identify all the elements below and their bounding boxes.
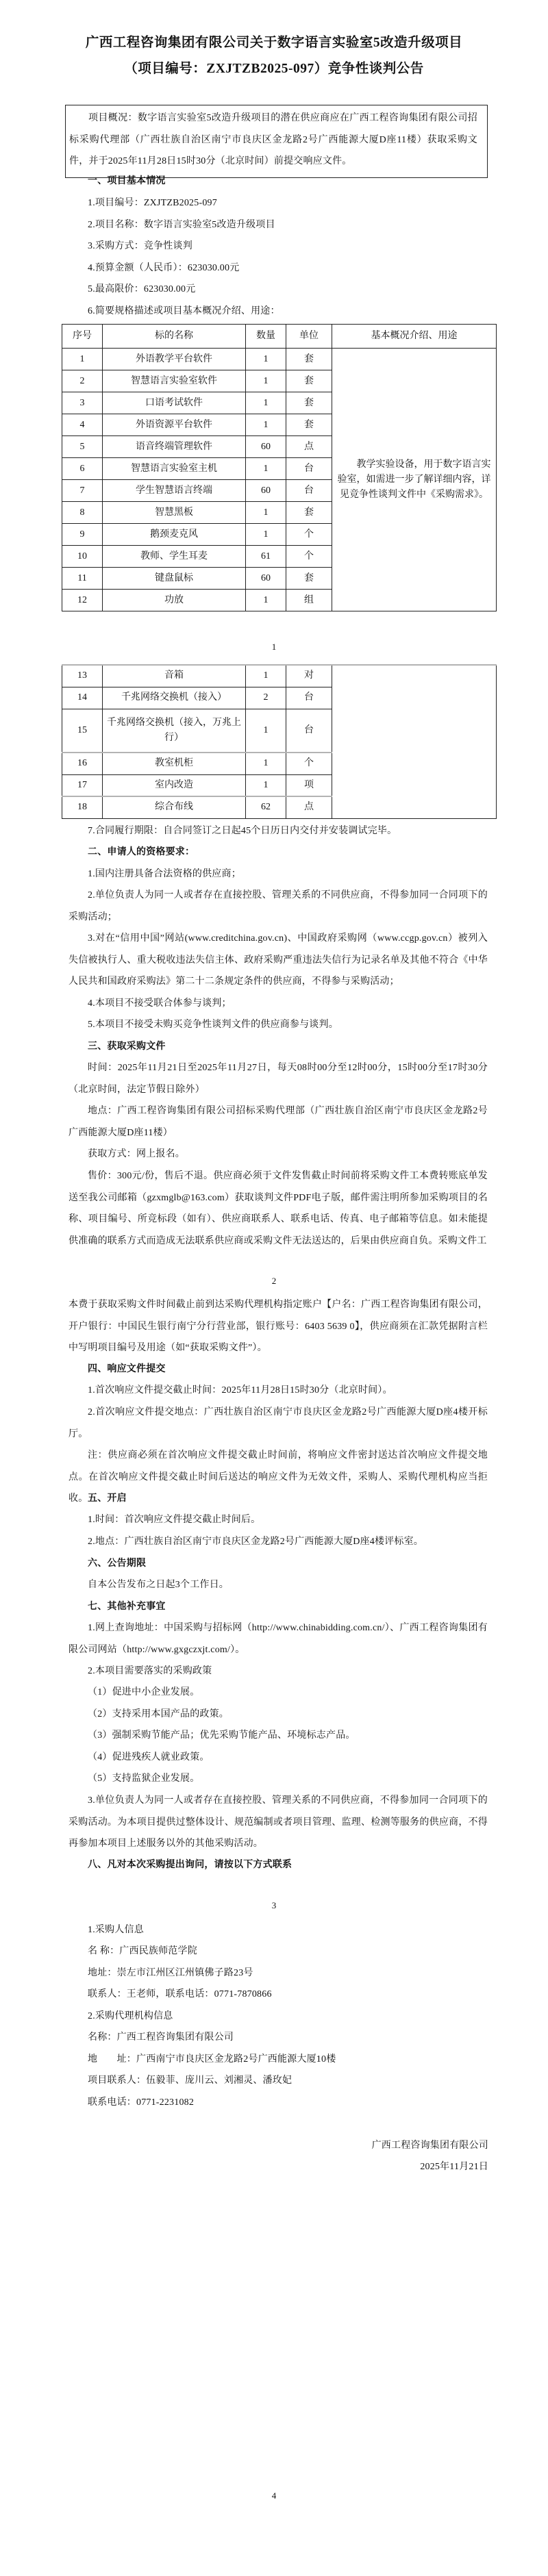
cell-unit: 对 xyxy=(286,665,332,687)
cell-qty: 1 xyxy=(246,590,286,611)
cell-item-name: 外语教学平台软件 xyxy=(103,349,246,370)
cell-item-name: 智慧黑板 xyxy=(103,502,246,524)
para-spec-intro: 6.简要规格描述或项目基本概况介绍、用途： xyxy=(88,306,280,316)
cell-qty: 1 xyxy=(246,414,286,436)
cell-item-name: 鹅颈麦克风 xyxy=(103,524,246,546)
cell-unit: 台 xyxy=(286,480,332,502)
agency-project-contacts: 项目联系人：伍毅菲、庞川云、刘湘灵、潘玫妃 xyxy=(88,2075,292,2086)
para-qualification-2: 2.单位负责人为同一人或者存在直接控股、管理关系的不同供应商，不得参加同一合同项下的采购活动； xyxy=(68,890,488,922)
items-table-part2 xyxy=(62,664,497,819)
purchaser-contact: 联系人：王老师，联系电话：0771-7870866 xyxy=(88,1989,272,1999)
section-heading-8: 八、凡对本次采购提出询问，请按以下方式联系 xyxy=(88,1860,292,1870)
cell-qty: 2 xyxy=(246,687,286,709)
cell-seq: 11 xyxy=(62,568,103,590)
purchaser-name: 名 称：广西民族师范学院 xyxy=(88,1946,197,1956)
section-heading-7: 七、其他补充事宜 xyxy=(88,1602,166,1612)
cell-item-name: 音箱 xyxy=(103,665,246,687)
para-online-query: 1.网上查询地址：中国采购与招标网（http://www.chinabidding.com.cn/）、广西工程咨询集团有限公司网站（http://www.gxgczxjt.com/）。 xyxy=(68,1623,488,1655)
purchaser-address: 地址：崇左市江州区江州镇佛子路23号 xyxy=(88,1968,253,1978)
para-open-place: 2.地点：广西壮族自治区南宁市良庆区金龙路2号广西能源大厦D座4楼评标室。 xyxy=(88,1537,424,1547)
items-table-part1 xyxy=(62,324,497,611)
cell-unit: 点 xyxy=(286,436,332,458)
cell-item-name: 千兆网络交换机（接入，万兆上行） xyxy=(103,709,246,753)
cell-seq: 5 xyxy=(62,436,103,458)
agency-phone: 联系电话：0771-2231082 xyxy=(88,2097,195,2108)
doc-title-line1: 广西工程咨询集团有限公司关于数字语言实验室5改造升级项目 xyxy=(85,36,463,50)
agency-info-heading: 2.采购代理机构信息 xyxy=(88,2011,173,2021)
cell-item-name: 语音终端管理软件 xyxy=(103,436,246,458)
cell-item-name: 千兆网络交换机（接入） xyxy=(103,687,246,709)
cell-qty: 1 xyxy=(246,774,286,796)
cell-seq: 10 xyxy=(62,546,103,568)
cell-unit: 套 xyxy=(286,414,332,436)
cell-unit: 套 xyxy=(286,502,332,524)
cell-unit: 点 xyxy=(286,796,332,818)
section-heading-6: 六、公告期限 xyxy=(88,1558,147,1569)
cell-item-name: 学生智慧语言终端 xyxy=(103,480,246,502)
header-seq: 序号 xyxy=(62,325,103,349)
cell-unit: 台 xyxy=(286,709,332,753)
cell-qty: 60 xyxy=(246,480,286,502)
page-number-3: 3 xyxy=(271,1900,277,1910)
cell-seq: 1 xyxy=(62,349,103,370)
cell-seq: 13 xyxy=(62,665,103,687)
cell-item-name: 综合布线 xyxy=(103,796,246,818)
header-desc: 基本概况介绍、用途 xyxy=(332,325,497,349)
para-policy-5: （5）支持监狱企业发展。 xyxy=(88,1773,200,1784)
table-row xyxy=(62,665,497,687)
para-obtain-time: 时间：2025年11月21日至2025年11月27日，每天08时00分至12时00分，15时00分至17时30分（北京时间，法定节假日除外） xyxy=(68,1063,488,1095)
cell-seq: 4 xyxy=(62,414,103,436)
cell-qty: 1 xyxy=(246,709,286,753)
cell-seq: 17 xyxy=(62,774,103,796)
para-submit-note: 注：供应商必须在首次响应文件提交截止时间前，将响应文件密封送达首次响应文件提交地点。在首次响应文件提交截止时间后送达的响应文件为无效文件，采购人、采购代理机构应当拒收。 xyxy=(68,1450,488,1504)
para-policy-3: （3）强制采购节能产品；优先采购节能产品、环境标志产品。 xyxy=(88,1730,356,1741)
cell-seq: 9 xyxy=(62,524,103,546)
purchaser-info-heading: 1.采购人信息 xyxy=(88,1925,144,1935)
cell-unit: 台 xyxy=(286,458,332,480)
cell-item-name: 外语资源平台软件 xyxy=(103,414,246,436)
cell-qty: 1 xyxy=(246,370,286,392)
agency-name: 名称：广西工程咨询集团有限公司 xyxy=(88,2032,234,2043)
cell-item-name: 智慧语言实验室软件 xyxy=(103,370,246,392)
para-budget: 4.预算金额（人民币）：623030.00元 xyxy=(88,263,240,273)
page-number-4: 4 xyxy=(271,2490,277,2501)
para-procure-method: 3.采购方式：竞争性谈判 xyxy=(88,241,192,251)
cell-unit: 台 xyxy=(286,687,332,709)
section-heading-3: 三、获取采购文件 xyxy=(88,1041,166,1052)
page-number-2: 2 xyxy=(271,1276,277,1286)
cell-merged-description: 教学实验设备，用于数字语言实验室，如需进一步了解详细内容，详见竞争性谈判文件中《采购需求》。 xyxy=(332,349,497,611)
agency-address: 地 址：广西南宁市良庆区金龙路2号广西能源大厦10楼 xyxy=(88,2054,336,2064)
cell-seq: 8 xyxy=(62,502,103,524)
cell-merged-description-empty xyxy=(332,665,497,818)
cell-unit: 套 xyxy=(286,349,332,370)
para-obtain-method: 获取方式：网上报名。 xyxy=(88,1149,185,1159)
para-price-part1: 售价：300元/份，售后不退。供应商必须于文件发售截止时间前将采购文件工本费转账底单发送至我公司邮箱（gzxmglb@163.com）获取谈判文件PDF电子版，邮件需注明所参加采购项目的名称、项目编号、所竞标段（如有）、供应商联系人、联系电话、传真、电子邮箱等信息。如未能提供准确的联系方式而造成无法联系供应商或采购文件无法送达的，后果由供应商自负。采购文件工 xyxy=(68,1171,488,1246)
cell-qty: 60 xyxy=(246,436,286,458)
cell-seq: 12 xyxy=(62,590,103,611)
cell-unit: 个 xyxy=(286,546,332,568)
cell-qty: 1 xyxy=(246,458,286,480)
page-number-1: 1 xyxy=(271,642,277,652)
cell-seq: 6 xyxy=(62,458,103,480)
cell-qty: 1 xyxy=(246,753,286,774)
header-qty: 数量 xyxy=(246,325,286,349)
para-max-price: 5.最高限价：623030.00元 xyxy=(88,284,196,294)
cell-qty: 1 xyxy=(246,665,286,687)
para-project-number: 1.项目编号：ZXJTZB2025-097 xyxy=(88,198,217,208)
cell-qty: 1 xyxy=(246,349,286,370)
para-price-part2: 本费于获取采购文件时间截止前到达采购代理机构指定账户【户名：广西工程咨询集团有限公司，开户银行：中国民生银行南宁分行营业部，银行账号：6403 5639 0】，供应商须在汇款凭据附言栏中写明项目编号及用途（如“获取采购文件”）。 xyxy=(68,1300,488,1353)
cell-seq: 14 xyxy=(62,687,103,709)
cell-seq: 3 xyxy=(62,392,103,414)
para-qualification-3: 3.对在“信用中国”网站(www.creditchina.gov.cn)、中国政府采购网（www.ccgp.gov.cn）被列入失信被执行人、重大税收违法失信主体、政府采购严重违法失信行为记录名单及其他不符合《中华人民共和国政府采购法》第二十二条规定条件的供应商，不得参与采购活动； xyxy=(68,933,488,987)
cell-seq: 16 xyxy=(62,753,103,774)
para-qualification-5: 5.本项目不接受未购买竞争性谈判文件的供应商参与谈判。 xyxy=(88,1020,338,1030)
para-qualification-4: 4.本项目不接受联合体参与谈判； xyxy=(88,998,232,1009)
cell-qty: 61 xyxy=(246,546,286,568)
cell-seq: 15 xyxy=(62,709,103,753)
section-heading-4: 四、响应文件提交 xyxy=(88,1364,166,1374)
para-policy-intro: 2.本项目需要落实的采购政策 xyxy=(88,1666,212,1676)
para-qualification-1: 1.国内注册具备合法资格的供应商； xyxy=(88,869,241,879)
cell-qty: 1 xyxy=(246,502,286,524)
para-policy-1: （1）促进中小企业发展。 xyxy=(88,1687,200,1697)
para-other-rule-3: 3.单位负责人为同一人或者存在直接控股、管理关系的不同供应商，不得参加同一合同项下的采购活动。为本项目提供过整体设计、规范编制或者项目管理、监理、检测等服务的供应商，不得再参加本项目上述服务以外的其他采购活动。 xyxy=(68,1795,488,1849)
cell-unit: 套 xyxy=(286,568,332,590)
table-header-row xyxy=(62,325,497,349)
cell-item-name: 室内改造 xyxy=(103,774,246,796)
cell-qty: 1 xyxy=(246,392,286,414)
cell-unit: 个 xyxy=(286,753,332,774)
cell-item-name: 教师、学生耳麦 xyxy=(103,546,246,568)
cell-item-name: 智慧语言实验室主机 xyxy=(103,458,246,480)
header-unit: 单位 xyxy=(286,325,332,349)
cell-unit: 套 xyxy=(286,370,332,392)
project-overview-box: 项目概况：数字语言实验室5改造升级项目的潜在供应商应在广西工程咨询集团有限公司招标采购代理部（广西壮族自治区南宁市良庆区金龙路2号广西能源大厦D座11楼）获取采购文件，并于2025年11月28日15时30分（北京时间）前提交响应文件。 xyxy=(65,105,488,178)
cell-seq: 18 xyxy=(62,796,103,818)
para-project-name: 2.项目名称：数字语言实验室5改造升级项目 xyxy=(88,220,275,230)
section-heading-5: 五、开启 xyxy=(88,1493,127,1504)
signature-company: 广西工程咨询集团有限公司 xyxy=(371,2141,488,2151)
section-heading-2: 二、申请人的资格要求： xyxy=(88,847,195,857)
cell-unit: 套 xyxy=(286,392,332,414)
cell-seq: 2 xyxy=(62,370,103,392)
cell-item-name: 键盘鼠标 xyxy=(103,568,246,590)
para-policy-2: （2）支持采用本国产品的政策。 xyxy=(88,1709,229,1719)
cell-unit: 项 xyxy=(286,774,332,796)
para-submit-place: 2.首次响应文件提交地点：广西壮族自治区南宁市良庆区金龙路2号广西能源大厦D座4楼开标厅。 xyxy=(68,1407,488,1439)
cell-qty: 60 xyxy=(246,568,286,590)
signature-date: 2025年11月21日 xyxy=(420,2162,488,2172)
doc-title-line2: （项目编号：ZXJTZB2025-097）竞争性谈判公告 xyxy=(124,62,424,76)
section-heading-1: 一、项目基本情况 xyxy=(88,176,166,186)
cell-qty: 1 xyxy=(246,524,286,546)
table-row xyxy=(62,349,497,370)
cell-item-name: 口语考试软件 xyxy=(103,392,246,414)
cell-item-name: 教室机柜 xyxy=(103,753,246,774)
cell-seq: 7 xyxy=(62,480,103,502)
para-obtain-place: 地点：广西工程咨询集团有限公司招标采购代理部（广西壮族自治区南宁市良庆区金龙路2号广西能源大厦D座11楼） xyxy=(68,1106,488,1138)
cell-unit: 组 xyxy=(286,590,332,611)
para-open-time: 1.时间：首次响应文件提交截止时间后。 xyxy=(88,1515,261,1525)
para-submit-deadline: 1.首次响应文件提交截止时间：2025年11月28日15时30分（北京时间）。 xyxy=(88,1385,393,1396)
cell-item-name: 功放 xyxy=(103,590,246,611)
cell-unit: 个 xyxy=(286,524,332,546)
para-announcement-period: 自本公告发布之日起3个工作日。 xyxy=(88,1580,229,1590)
cell-qty: 62 xyxy=(246,796,286,818)
para-policy-4: （4）促进残疾人就业政策。 xyxy=(88,1752,210,1763)
header-name: 标的名称 xyxy=(103,325,246,349)
para-contract-period: 7.合同履行期限：自合同签订之日起45个日历日内交付并安装调试完毕。 xyxy=(88,826,397,836)
